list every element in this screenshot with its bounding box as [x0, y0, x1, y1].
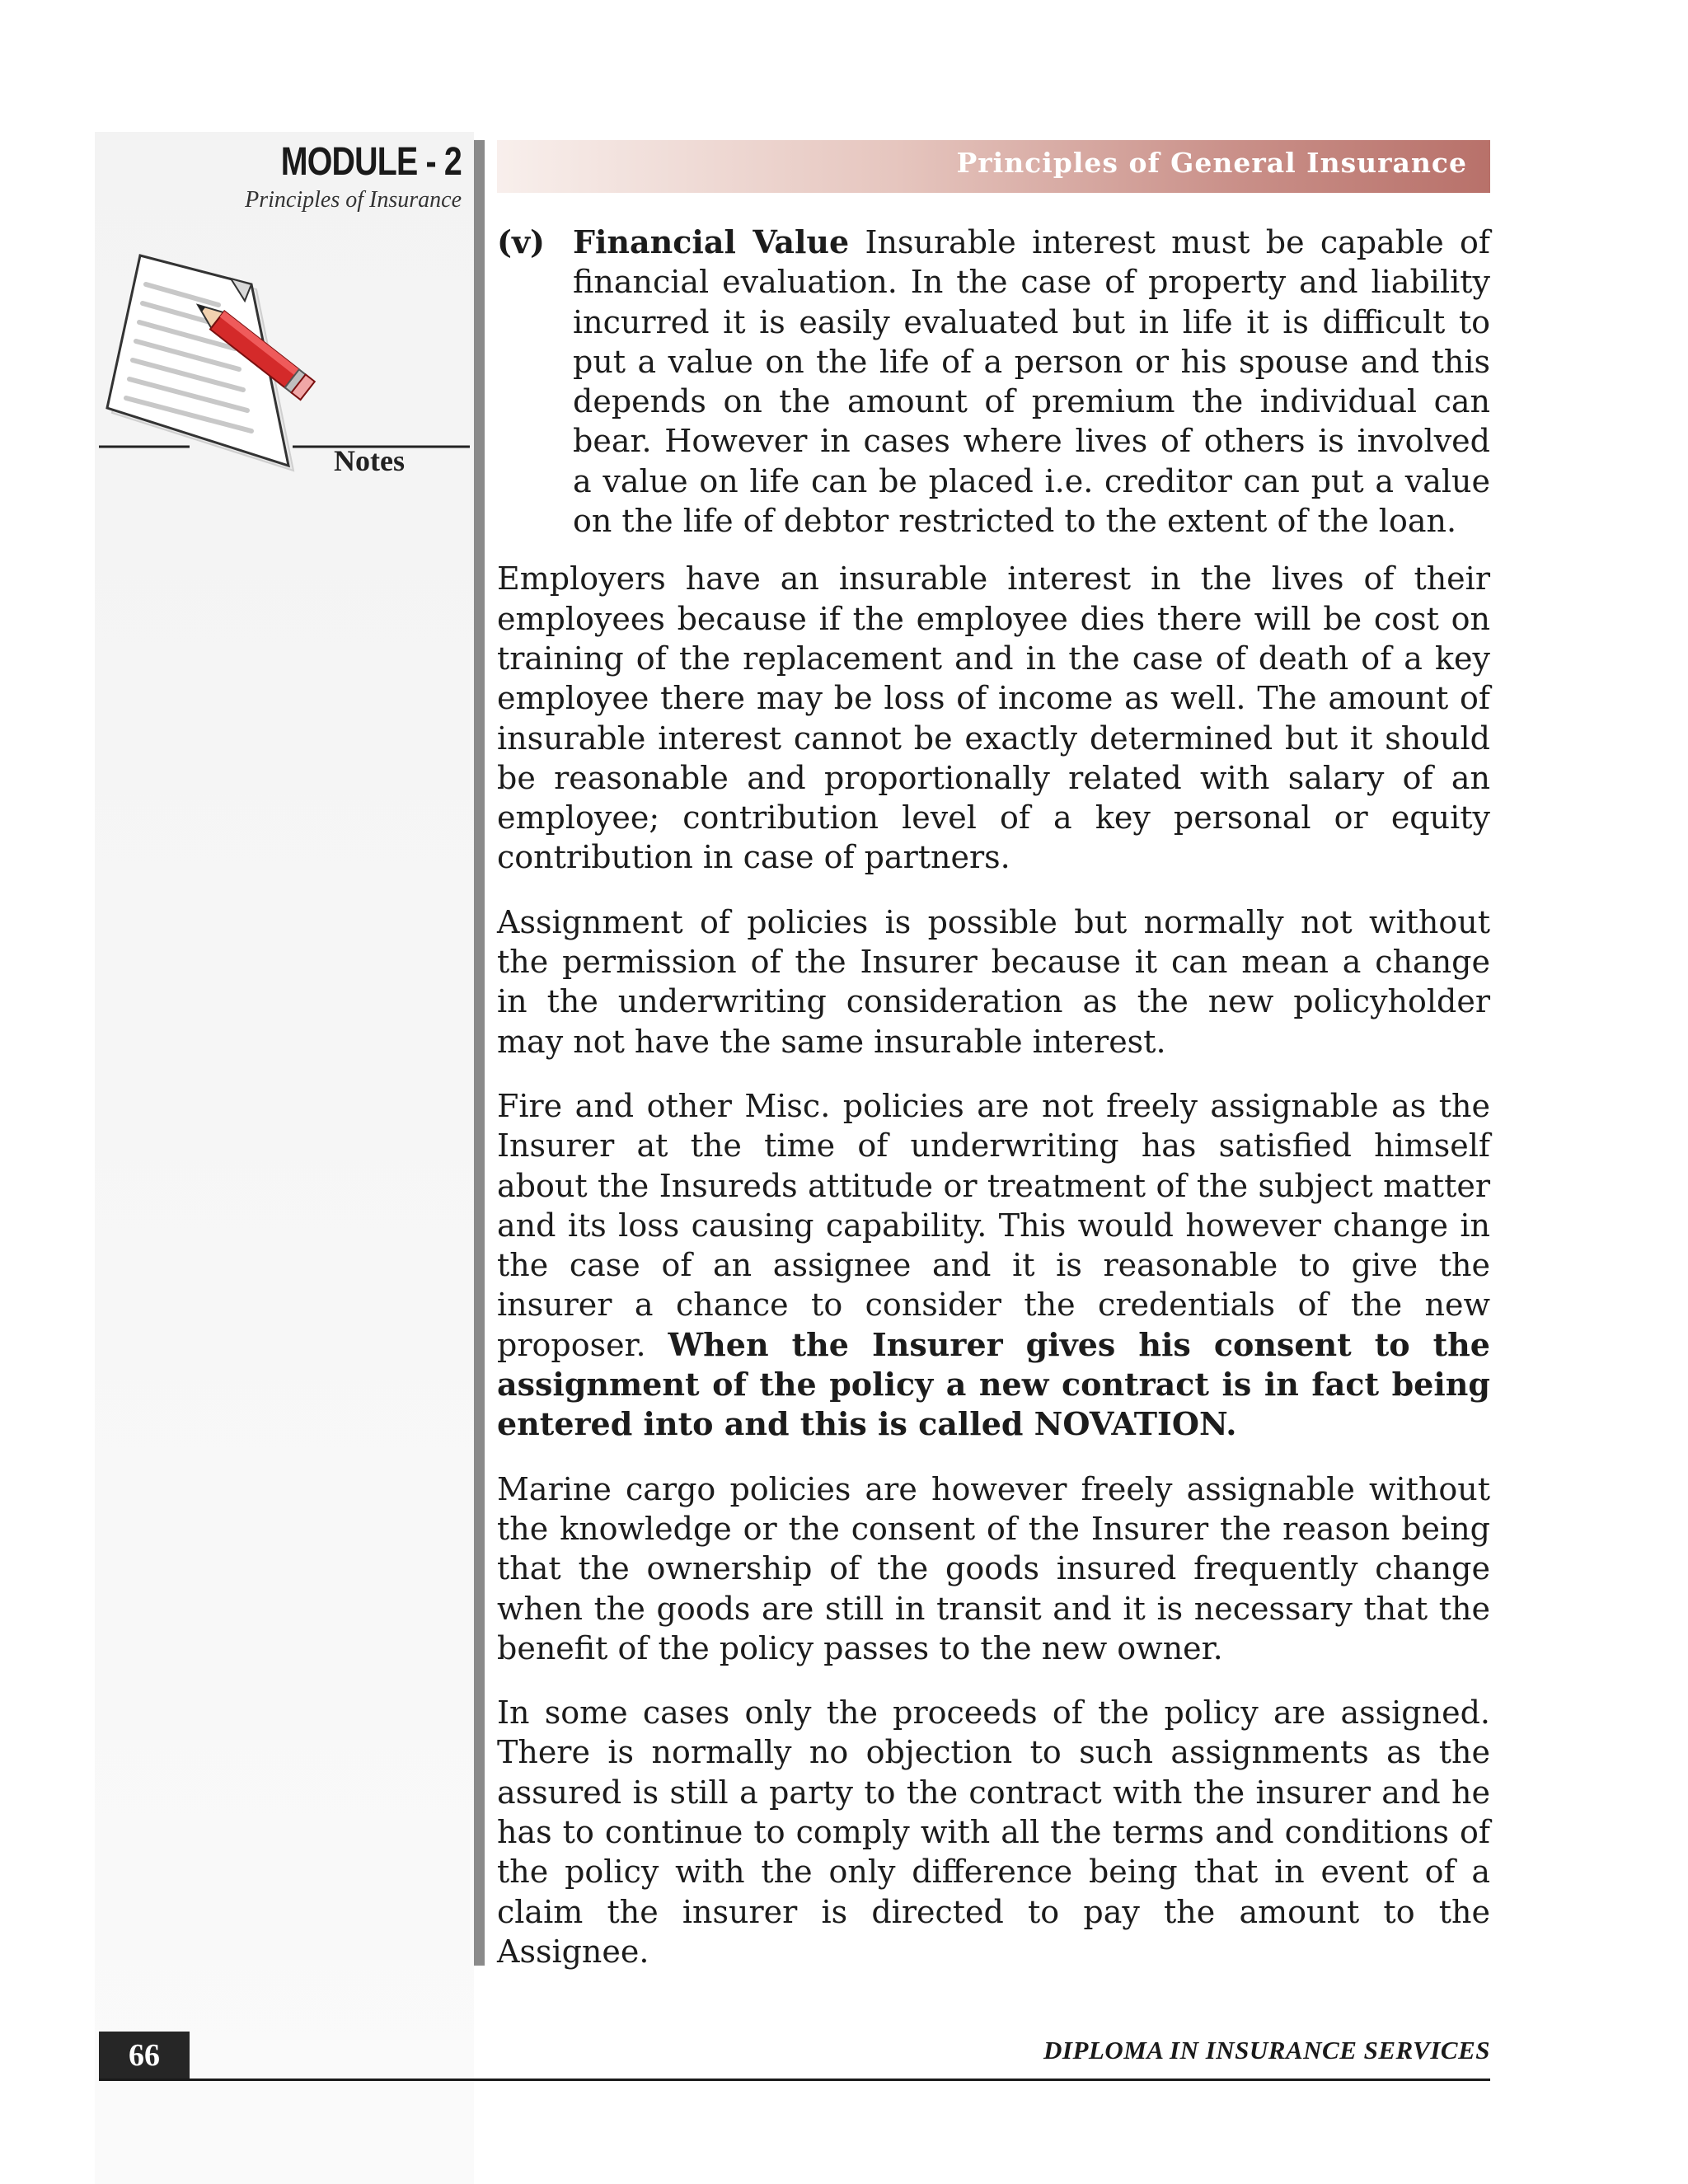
notes-label: Notes — [334, 444, 405, 477]
running-header — [497, 140, 1490, 193]
paragraph-marine-cargo: Marine cargo policies are however freely assignable without the knowledge or the consent of the Insurer the reason being that the ownership of the goods insured frequently change when the goods are still in transit and it is necessary that the benefit of the policy passes to the new owner. — [497, 1470, 1490, 1666]
paragraph-fire-text: Fire and other Misc. policies are not freely assignable as the Insurer at the time of underwriting has satisfied himself about the Insureds attitude or treatment of the subject matter and its loss causing capability. This would however change in the case of an assignee and it is reasonable to give the insurer a chance to consider the credentials of the new proposer. — [497, 1087, 1490, 1363]
header-title: Principles of General Insurance — [956, 147, 1467, 179]
module-subtitle: Principles of Insurance — [245, 187, 462, 213]
list-item-label: (v) — [497, 223, 546, 260]
paragraph-proceeds: In some cases only the proceeds of the policy are assigned. There is normally no objection to such assignments as the assured is still a party to the contract with the insurer and he has to continue to comply with all the terms and conditions of the policy with the only difference being that in event of a claim the insurer is directed to pay the amount to the Assignee. — [497, 1694, 1490, 1970]
list-item-body — [573, 223, 1490, 541]
footer-rule — [99, 2079, 1490, 2081]
vertical-divider — [474, 140, 485, 1966]
paragraph-employers: Employers have an insurable interest in the lives of their employees because if the employee dies there will be cost on training of the replacement and in the case of death of a key employee there may be loss of income as well. The amount of insurable interest cannot be exactly determined but it should be reasonable and proportionally related with salary of an employee; contribution level of a key personal or equity contribution in case of partners. — [497, 560, 1490, 876]
list-item-financial-value — [497, 223, 1490, 541]
list-item-text: Insurable interest must be capable of financial evaluation. In the case of property and liability incurred it is easily evaluated but in life it is difficult to put a value on the life of a person or his spouse and this depends on the amount of premium the individual can bear. However in cases where lives of others is involved a value on life can be placed i.e. creditor can put a value on the life of debtor restricted to the extent of the loan. — [573, 224, 1490, 540]
novation-statement: When the Insurer gives his consent to the assignment of the policy a new contract is in fact being entered into and this is called NOVATION. — [497, 1325, 1490, 1443]
page-number: 66 — [99, 2032, 190, 2079]
paragraph-assignment: Assignment of policies is possible but normally not without the permission of the Insurer because it can mean a change in the underwriting consideration as the new policyholder may not have the same insurable interest. — [497, 903, 1490, 1060]
notes-icon — [95, 239, 482, 486]
module-title: MODULE - 2 — [280, 140, 462, 184]
main-content — [497, 223, 1490, 1996]
module-heading — [165, 138, 462, 214]
list-item-heading: Financial Value — [573, 223, 850, 260]
footer-title: DIPLOMA IN INSURANCE SERVICES — [1043, 2036, 1490, 2064]
paragraph-fire-policies — [497, 1086, 1490, 1445]
